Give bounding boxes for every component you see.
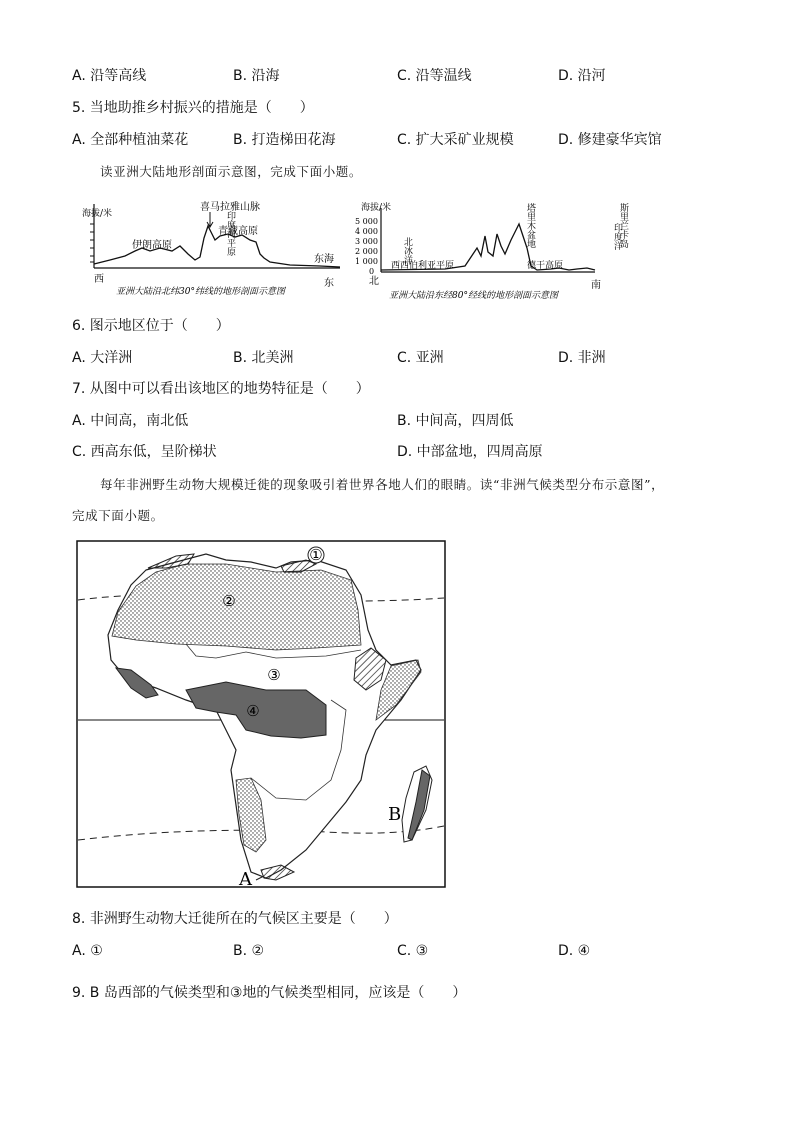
label-indus-plain-text: 印度河平原 (190, 211, 235, 221)
tick-4000: 4 000 (355, 227, 378, 236)
intro-profile: 读亚洲大陆地形剖面示意图，完成下面小题。 (100, 164, 363, 179)
q5-option-b[interactable]: B. 打造梯田花海 (233, 132, 336, 148)
zone-desert-2 (112, 564, 361, 650)
point-a-label: A (239, 869, 252, 890)
q6-option-d[interactable]: D. 非洲 (558, 350, 606, 366)
label-east-sea: 东海 (314, 254, 334, 265)
africa-climate-map (76, 540, 446, 890)
q4-option-d[interactable]: D. 沿河 (558, 68, 606, 84)
tick-3000: 3 000 (355, 237, 378, 246)
profile-line-30n (94, 226, 340, 267)
q7-stem: 7. 从图中可以看出该地区的地势特征是（ ） (72, 381, 370, 397)
label-west: 西 (94, 274, 104, 285)
tick-2000: 2 000 (355, 247, 378, 256)
q5-option-a[interactable]: A. 全部种植油菜花 (72, 132, 189, 148)
zone-label-1-text: ① (309, 546, 323, 564)
profile-left-ylabel: 海拔/米 (82, 209, 113, 219)
q5-option-c[interactable]: C. 扩大采矿业规模 (397, 132, 514, 148)
label-north: 北 (369, 276, 379, 287)
intro-africa-line2: 完成下面小题。 (72, 508, 164, 523)
q6-option-b[interactable]: B. 北美洲 (233, 350, 294, 366)
label-south: 南 (591, 280, 601, 291)
q5-stem: 5. 当地助推乡村振兴的措施是（ ） (72, 100, 314, 116)
label-arctic-ocean-text: 北冰洋 (385, 237, 412, 247)
label-tibet-plateau: 青藏高原 (218, 226, 258, 237)
q8-option-b[interactable]: B. ② (233, 943, 265, 959)
label-indian-ocean (595, 222, 623, 251)
label-iran-plateau: 伊朗高原 (132, 240, 172, 251)
q7-option-b[interactable]: B. 中间高，四周低 (397, 413, 514, 429)
profile-figure-80e (355, 196, 628, 301)
q7-option-c[interactable]: C. 西高东低，呈阶梯状 (72, 444, 217, 460)
zone-label-2-text: ② (222, 592, 236, 610)
label-himalaya: 喜马拉雅山脉 (200, 202, 260, 213)
q8-stem: 8. 非洲野生动物大迁徙所在的气候区主要是（ ） (72, 911, 398, 927)
q6-option-c[interactable]: C. 亚洲 (397, 350, 444, 366)
label-siberia-plain: 西西伯利亚平原 (391, 261, 455, 271)
tick-5000: 5 000 (355, 217, 378, 226)
label-east: 东 (324, 278, 334, 289)
label-srilanka-text: 斯里兰卡岛 (583, 203, 628, 213)
tick-0: 0 (369, 267, 375, 276)
q7-option-a[interactable]: A. 中间高，南北低 (72, 413, 189, 429)
q8-option-c[interactable]: C. ③ (397, 943, 429, 959)
tick-1000: 1 000 (355, 257, 378, 266)
q4-option-a[interactable]: A. 沿等高线 (72, 68, 147, 84)
q8-option-a[interactable]: A. ① (72, 943, 103, 959)
zone-label-4-text: ④ (246, 702, 260, 720)
q6-stem: 6. 图示地区位于（ ） (72, 318, 230, 334)
intro-africa-line1: 每年非洲野生动物大规模迁徙的现象吸引着世界各地人们的眼睛。读“非洲气候类型分布示意图”， (100, 477, 665, 492)
profile-left-caption: 亚洲大陆沿北纬30°纬线的地形剖面示意图 (116, 287, 285, 297)
label-tarim-basin (490, 202, 536, 248)
q8-option-d[interactable]: D. ④ (558, 943, 591, 959)
q9-stem: 9. B 岛西部的气候类型和③地的气候类型相同，应该是（ ） (72, 985, 467, 1001)
label-indian-ocean-text: 印度洋 (595, 223, 622, 233)
label-tarim-basin-text: 塔里木盆地 (490, 203, 535, 213)
profile-right-caption: 亚洲大陆沿东经80°经线的地形剖面示意图 (389, 291, 558, 301)
profile-figure-30n (80, 196, 345, 301)
zone-label-3-text: ③ (267, 666, 281, 684)
profile-right-ylabel: 海拔/米 (361, 203, 392, 213)
q7-option-d[interactable]: D. 中部盆地，四周高原 (397, 444, 543, 460)
point-b-label: B (388, 804, 402, 825)
label-deccan-plateau: 德干高原 (527, 261, 564, 271)
q4-option-b[interactable]: B. 沿海 (233, 68, 280, 84)
q6-option-a[interactable]: A. 大洋洲 (72, 350, 133, 366)
q5-option-d[interactable]: D. 修建豪华宾馆 (558, 132, 662, 148)
q4-option-c[interactable]: C. 沿等温线 (397, 68, 472, 84)
